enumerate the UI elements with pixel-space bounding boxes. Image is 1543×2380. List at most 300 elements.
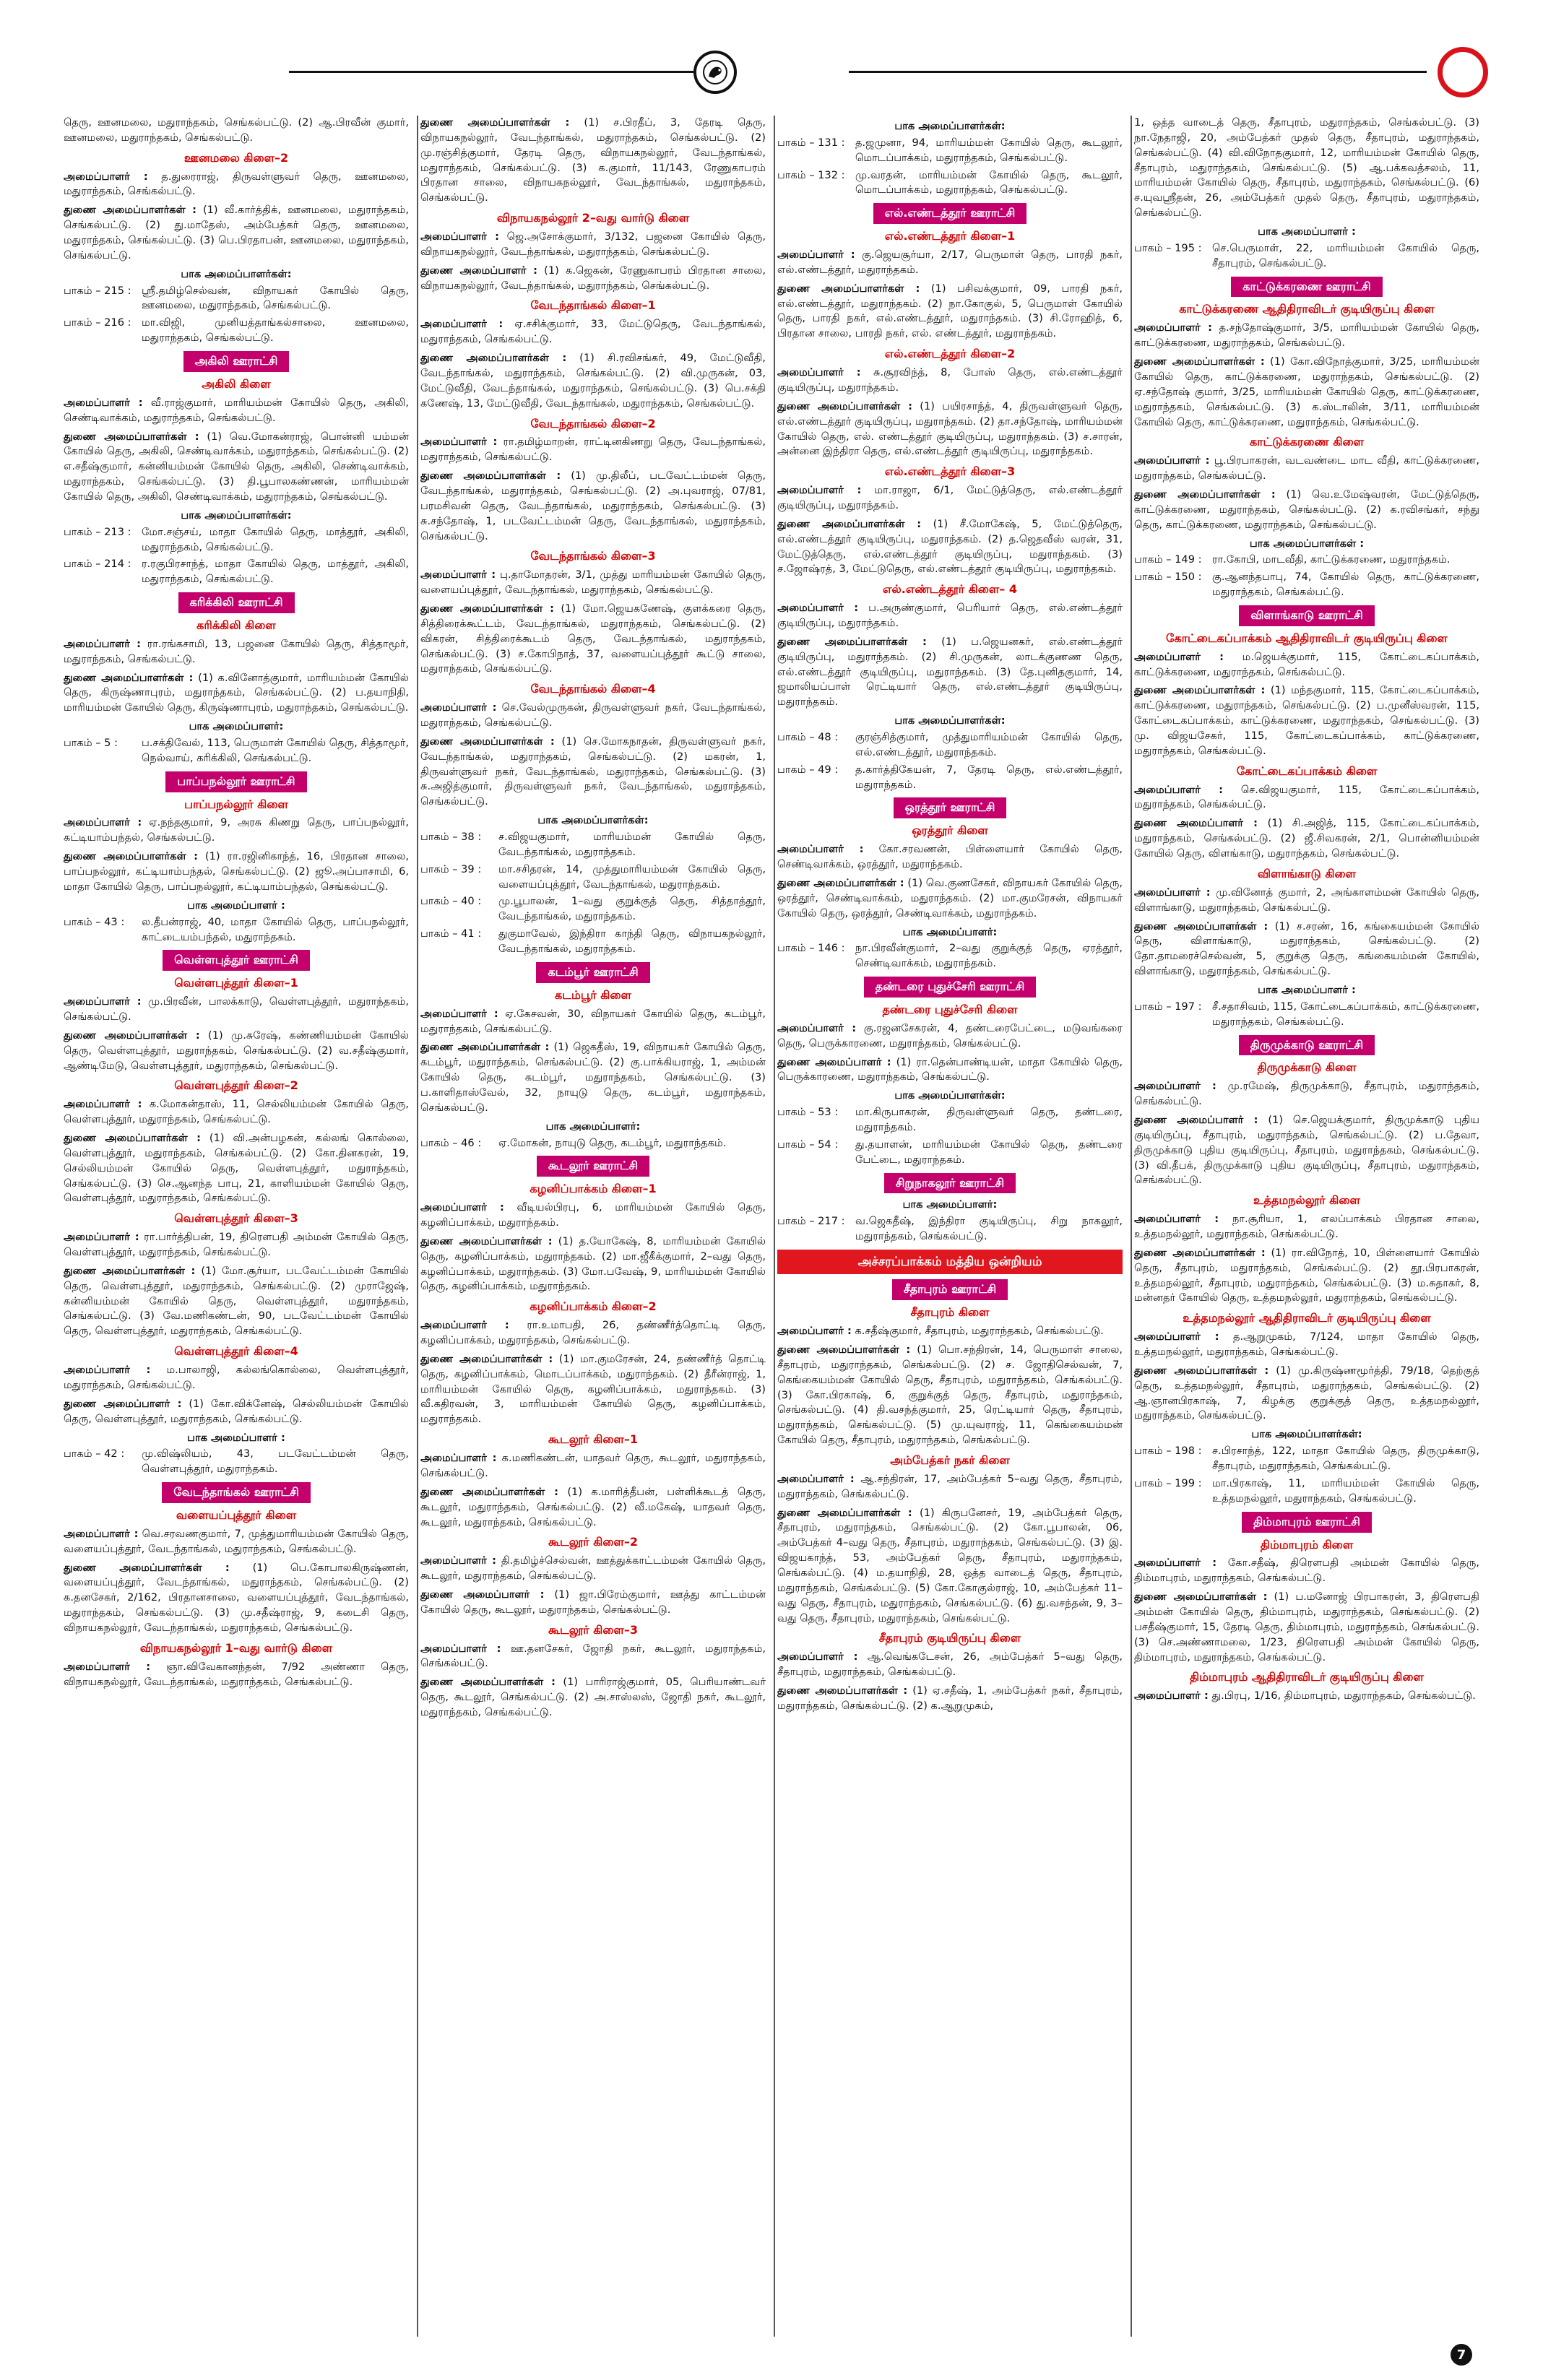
member-entry [1134,1330,1479,1360]
role-label: அமைப்பாளர் : [420,318,503,331]
member-entry [420,1675,766,1721]
entry-text: ஏ.நந்தகுமார், 9, அரசு கிணறு தெரு, பாப்பநல்லூர், கட்டியாம்பந்தல், செங்கல்பட்டு. [64,816,409,844]
entry-text: (1) வெ.குணசேகர், விநாயகர் கோயில் தெரு, ஒரத்தூர், செண்டிவாக்கம், மதுராந்தகம். (2) மா.குமரேசன், விநாயகர் கோயில் தெரு, ஒரத்தூர், செண்டிவாக்கம், மதுராந்தகம். [777,876,1123,919]
member-entry [64,203,409,263]
branch-heading: கரிக்கிலி கிளை [196,618,276,632]
role-label: துணை அமைப்பாளர்கள் : [1134,355,1265,368]
booth-text: செ.பெருமாள், 22, மாரியம்மன் கோயில் தெரு, சீதாபுரம், செங்கல்பட்டு. [1212,241,1479,269]
booth-row [420,830,766,860]
entry-text: கோ.சதீஷ், திரௌபதி அம்மன் கோயில் தெரு, திம்மாபுரம், மதுராந்தகம், செங்கல்பட்டு. [1134,1557,1479,1585]
role-label: அமைப்பாளர் : [777,484,862,497]
column-3 [777,116,1123,2337]
member-entry [1134,1364,1479,1424]
booth-row [777,1138,1123,1168]
panchayat-heading [1134,1035,1479,1056]
member-entry [64,1363,409,1393]
booth-text: குரஞ்சித்குமார், முத்துமாரியம்மன் கோயில் தெரு, எல்.எண்டத்தூர், மதுராந்தகம். [855,731,1123,758]
booth-label: பாகம் – 195 : [1134,241,1202,254]
branch-heading: வேடந்தாங்கல் கிளை–3 [530,549,656,563]
entry-text: ஆ.சந்திரன், 17, அம்பேத்கர் 5–வது தெரு, சீதாபுரம், மதுராந்தகம், செங்கல்பட்டு. [777,1472,1123,1500]
role-label: துணை அமைப்பாளர்கள் : [777,1684,908,1697]
entry-text: (1) ரா.ரஜினிகாந்த், 16, பிரதான சாலை, பாப்பநல்லூர், கட்டியாம்பந்தல், செங்கல்பட்டு. (2) ஜூ.அப்பாசாமி, 6, மாதா கோயில் தெரு, பாப்பநல்லூர், கட்டியாம்பந்தல், செங்கல்பட்டு. [64,850,409,893]
role-label: அமைப்பாளர் : [1134,1213,1219,1226]
member-entry [777,248,1123,278]
panchayat-heading-label: அகிலி ஊராட்சி [183,351,290,372]
entry-text: (1) மந்தகுமார், 115, கோட்டைகப்பாக்கம், காட்டுக்கரணை, மதுராந்தகம், செங்கல்பட்டு. (2) ப.முனீஸ்வரன், 115, கோட்டைகப்பாக்கம், காட்டுக்கரணை, மதுராந்தகம், செங்கல்பட்டு. (3) மு. விஜயசேகர், 115, கோட்டைகப்பாக்கம், காட்டுக்கரணை, மதுராந்தகம், செங்கல்பட்டு. [1134,684,1479,757]
sub-heading: பாக அமைப்பாளர்கள்: [894,714,1006,727]
member-entry [420,264,766,294]
role-label: அமைப்பாளர் : [64,1231,139,1244]
member-entry [420,1485,766,1531]
booth-label: பாகம் – 198 : [1134,1445,1202,1458]
entry-text: த.துரைராஜ், திருவள்ளுவர் தெரு, ஊனமலை, மதுராந்தகம், செங்கல்பட்டு. [64,170,409,198]
member-entry [777,365,1123,396]
member-entry [1134,886,1479,916]
entry-text: பூ.பிரபாகரன், வடவண்டை மாட வீதி, காட்டுக்கரணை, மதுராந்தகம், செங்கல்பட்டு. [1134,454,1479,483]
member-entry [777,1343,1123,1448]
panchayat-heading-label: சீதாபுரம் ஊராட்சி [892,1279,1008,1300]
role-label: அமைப்பாளர் : [64,1364,151,1377]
booth-row [64,1447,409,1477]
branch-heading: ஒரத்தூர் கிளை [912,823,988,838]
member-entry [777,1324,1123,1339]
panchayat-heading [777,797,1123,818]
panchayat-heading [420,962,766,983]
masthead-rule-left [289,71,693,73]
entry-text: (1) கோ.விக்னேஷ், செல்லியம்மன் கோயில் தெரு, வெள்ளபுத்தூர், மதுராந்தகம், செங்கல்பட்டு. [64,1397,409,1425]
member-entry [420,568,766,598]
member-entry [777,483,1123,514]
entry-text: (1) பயிரசாந்த், 4, திருவள்ளுவர் தெரு, எல்.எண்டத்தூர் குடியிருப்பு, மதுராந்தகம். (2) தா.சந்தோஷ், மாரியம்மன் கோயில் தெரு, எல். எண்டத்தூர் குடியிருப்பு, மதுராந்தகம். (3) ச.சாரன், அன்னை இந்திரா தெரு, எல்.எண்டத்தூர் குடியிருப்பு, மதுராந்தகம். [777,399,1123,458]
booth-label: பாகம் – 214 : [64,558,131,571]
entry-text: ஏ.சசிக்குமார், 33, மேட்டுதெரு, வேடந்தாங்கல், மதுராந்தகம், செங்கல்பட்டு. [420,318,766,346]
member-entry [420,469,766,544]
panchayat-heading [1134,1512,1479,1533]
role-label: அமைப்பாளர் : [64,816,142,829]
member-entry [777,1021,1123,1052]
booth-label: பாகம் – 5 : [64,737,118,750]
member-entry [420,1318,766,1349]
booth-label: பாகம் – 40 : [420,895,482,908]
role-label: அமைப்பாளர் : [1134,1557,1217,1570]
role-label: அமைப்பாளர் : [64,1660,151,1673]
member-entry [777,1055,1123,1086]
role-label: அமைப்பாளர் : [420,1642,501,1655]
booth-text: ர.ரகுபிரசாந்த், மாதா கோயில் தெரு, மாத்தூர், அகிலி, மதுராந்தகம், செங்கல்பட்டு. [142,558,409,586]
booth-row [1134,553,1479,568]
branch-heading: திம்மாபுரம் ஆதிதிராவிடர் குடியிருப்பு கிளை [1190,1670,1424,1684]
role-label: துணை அமைப்பாளர்கள் : [777,1506,912,1519]
entry-text: பு.தாமோதரன், 3/1, முத்து மாரியம்மன் கோயில் தெரு, வளையப்புத்தூர், வேடந்தாங்கல், மதுராந்தகம், செங்கல்பட்டு. [420,568,766,597]
role-label: துணை அமைப்பாளர்கள் : [420,1234,553,1247]
member-entry [777,842,1123,873]
booth-label: பாகம் – 215 : [64,284,131,297]
role-label: துணை அமைப்பாளர் : [777,1055,891,1068]
branch-heading: அம்பேத்கர் நகர் கிளை [890,1453,1010,1467]
role-label: அமைப்பாளர் : [64,170,148,183]
booth-text: நா.பிரவீன்குமார், 2–வது குறுக்குத் தெரு, ஏரத்தூர், செண்டிவாக்கம், மதுராந்தகம். [855,942,1123,970]
member-entry [420,116,766,206]
role-label: அமைப்பாளர் : [777,248,855,261]
entry-text: (1) த.யோகேஷ், 8, மாரியம்மன் கோயில் தெரு, கழனிப்பாக்கம், மதுராந்தகம். (2) மா.ஜீகீக்குமார், 2–வது தெரு, கழனிப்பாக்கம், மதுராந்தகம். (3) மோ.பவேஷ், 9, மாரியம்மன் கோயில் தெரு, கழனிப்பாக்கம், மதுராந்தகம். [420,1234,766,1293]
role-label: அமைப்பாளர் : [777,1472,855,1485]
booth-row [64,525,409,555]
member-entry [64,671,409,717]
member-entry [1134,488,1479,533]
branch-heading: வெள்ளபுத்தூர் கிளை–4 [174,1344,298,1359]
entry-text: (1) வெ.உமேஷ்வரன், மேட்டுத்தெரு, காட்டுக்கரணை, மதுராந்தகம், செங்கல்பட்டு. (2) க.ரவிசங்கர், சந்து தெரு, காட்டுக்கரணை, மதுராந்தகம், செங்கல்பட்டு. [1134,488,1479,531]
booth-text: சீ.சதாசிவம், 115, கோட்டைகப்பாக்கம், காட்டுக்கரணை, மதுராந்தகம், செங்கல்பட்டு. [1212,1000,1479,1028]
booth-label: பாகம் – 149 : [1134,553,1202,566]
branch-heading: காட்டுக்கரணை ஆதிதிராவிடர் குடியிருப்பு கிளை [1179,302,1435,316]
entry-text: ஞா.விவேகானந்தன், 7/92 அண்ணா தெரு, விநாயகநல்லூர், வேடந்தாங்கல், மதுராந்தகம், செங்கல்பட்டு. [64,1660,409,1688]
panchayat-heading-label: கரிக்கிலி ஊராட்சி [178,592,295,613]
entry-text: (1) மோ.சூர்யா, படவேட்டம்மன் கோயில் தெரு, வெள்ளபுத்தூர், மதுராந்தகம், செங்கல்பட்டு. (2) முராஜேஷ், கன்னியம்மன் கோயில் தெரு, வெள்ளபுத்தூர், மதுராந்தகம், செங்கல்பட்டு. (3) வே.மணிகண்டன், 90, படவேட்டம்மன் கோயில் தெரு, வெள்ளபுத்தூர், மதுராந்தகம், செங்கல்பட்டு. [64,1264,409,1338]
role-label: அமைப்பாளர் : [64,1527,139,1540]
booth-text: து.தயாளன், மாரியம்மன் கோயில் தெரு, தண்டரை பேட்டை, மதுராந்தகம். [855,1138,1123,1166]
entry-text: (1) பாரிராஜ்குமார், 05, பெரியாண்டவர் தெரு, கூடலூர், செங்கல்பட்டு. (2) அ.சாஸ்லஸ், ஜோதி நகர், கூடலூர், மதுராந்தகம், செங்கல்பட்டு. [420,1676,766,1718]
booth-row [420,1136,766,1151]
booth-row [1134,241,1479,272]
panchayat-heading [64,592,409,613]
member-entry [64,1527,409,1557]
member-entry [1134,919,1479,979]
booth-label: பாகம் – 217 : [777,1215,845,1228]
entry-text: க.மணிகண்டன், யாதவர் தெரு, கூடலூர், மதுராந்தகம், செங்கல்பட்டு. [420,1452,766,1479]
panchayat-heading [420,1156,766,1177]
booth-label: பாகம் – 43 : [64,915,125,928]
member-entry [420,435,766,465]
branch-heading: கோட்டைகப்பாக்கம் கிளை [1236,763,1378,778]
red-ring-icon [1438,47,1488,98]
entry-text: ஏ.கேசவன், 30, விநாயகர் கோயில் தெரு, கடம்பூர், மதுராந்தகம், செங்கல்பட்டு. [420,1007,766,1035]
role-label: துணை அமைப்பாளர்கள் : [1134,1591,1268,1604]
entry-text: (1) பெ.கோபாலகிருஷ்ணன், வளையப்புத்தூர், வேடந்தாங்கல், மதுராந்தகம், செங்கல்பட்டு. (2) க.தனசேகர், 2/162, பிரதானசாலை, வளையப்புத்தூர், வேடந்தாங்கல், மதுராந்தகம், செங்கல்பட்டு. (3) மு.சதீஷ்ராஜ், 9, கடைசி தெரு, விநாயகநல்லூர், வேடந்தாங்கல், மதுராந்தகம், செங்கல்பட்டு. [64,1561,409,1634]
column-1 [64,116,409,2337]
entry-text: க.சதீஷ்குமார், சீதாபுரம், மதுராந்தகம், செங்கல்பட்டு. [851,1325,1104,1338]
member-entry [64,1131,409,1206]
member-entry [777,1472,1123,1502]
column-2 [420,116,766,2337]
branch-heading: வேடந்தாங்கல் கிளை–1 [530,298,656,313]
role-label: துணை அமைப்பாளர்கள் : [420,116,570,129]
entry-text: த.சந்தோஷ்குமார், 3/5, மாரியம்மன் கோயில் தெரு, காட்டுக்கரணை, மதுராந்தகம், செங்கல்பட்டு. [1134,321,1479,350]
union-heading [777,1250,1123,1274]
role-label: துணை அமைப்பாளர்கள் : [777,517,922,530]
role-label: துணை அமைப்பாளர்கள் : [1134,1246,1266,1259]
role-label: துணை அமைப்பாளர்கள் : [420,469,561,483]
entry-text: (1) ச.பிரதீப், 3, தேரடி தெரு, விநாயகநல்லூர், வேடந்தாங்கல், மதுராந்தகம், செங்கல்பட்டு. (2) மு.ரஞ்சித்குமார், தேரடி தெரு, விநாயகநல்லூர், வேடந்தாங்கல், மதுராந்தகம், செங்கல்பட்டு. (3) க.குமார், 11/143, ரேணுகாபரம் பிரதான சாலை, விநாயகநல்லூர், வேடந்தாங்கல், மதுராந்தகம், செங்கல்பட்டு. [420,116,766,204]
article-columns [64,116,1479,2337]
member-entry [1134,1689,1479,1704]
role-label: அமைப்பாளர் : [1134,783,1224,796]
branch-heading: கூடலூர் கிளை–3 [548,1622,639,1637]
entry-text: (1) ஜெகதீஸ், 19, விநாயகர் கோயில் தெரு, கடம்பூர், மதுராந்தகம், செங்கல்பட்டு. (2) கு.பாக்கியராஜ், 1, அம்மன் கோயில் தெரு, கடம்பூர், மதுராந்தகம், செங்கல்பட்டு. (3) ப.காளிதாஸ்வேல், 32, நாயுடு தெரு, கடம்பூர், மதுராந்தகம், செங்கல்பட்டு. [420,1041,766,1114]
member-entry [64,396,409,426]
panchayat-heading-label: எல்.எண்டத்தூர் ஊராட்சி [873,203,1027,224]
entry-text: (1) ச.சரண், 16, கங்கையம்மன் கோயில் தெரு, விளாங்காடு, மதுராந்தகம், செங்கல்பட்டு. (2) தோ.தாமரைச்செல்வன், 5, குறுக்கு தெரு, கங்கையம்மன் கோயில், விளாங்காடு, மதுராந்தகம், செங்கல்பட்டு. [1134,919,1479,978]
booth-label: பாகம் – 42 : [64,1448,125,1461]
booth-row [777,763,1123,793]
branch-heading: வேடந்தாங்கல் கிளை–4 [530,682,656,696]
sub-heading: பாக அமைப்பாளர் : [1258,225,1356,238]
role-label: அமைப்பாளர் : [420,1201,504,1214]
sub-heading: பாக அமைப்பாளர்கள்: [537,814,649,827]
sub-heading: பாக அமைப்பாளர்கள் : [1249,537,1365,550]
member-entry [777,517,1123,577]
member-entry [1134,321,1479,351]
role-label: அமைப்பாளர் : [420,1007,498,1020]
role-label: துணை அமைப்பாளர்கள் : [420,602,554,615]
booth-text: ஏ.மோகன், நாயுடு தெரு, கடம்பூர், மதுராந்தகம். [498,1136,727,1149]
entry-text: (1) மு.கிருஷ்ணமூர்த்தி, 79/18, தெற்குத் தெரு, உத்தமநல்லூர், சீதாபுரம், மதுராந்தகம், செங்கல்பட்டு. (2) ஆ.ஞானபிரகாஷ், 7, கிழக்கு குறுக்குத் தெரு, உத்தமநல்லூர், மதுராந்தகம், செங்கல்பட்டு. [1134,1364,1479,1422]
role-label: அமைப்பாளர் : [64,637,141,650]
branch-heading: சீதாபுரம் குடியிருப்பு கிளை [878,1631,1021,1645]
branch-heading: வேடந்தாங்கல் கிளை–2 [530,416,656,430]
entry-text: க.மோகன்தாஸ், 11, செல்லியம்மன் கோயில் தெரு, வெள்ளபுத்தூர், மதுராந்தகம், செங்கல்பட்டு. [64,1098,409,1126]
member-entry [420,735,766,810]
booth-text: மோ.சஞ்சய், மாதா கோயில் தெரு, மாத்தூர், அகிலி, மதுராந்தகம், செங்கல்பட்டு. [142,525,409,553]
booth-text: த.ஜமுனா, 94, மாரியம்மன் கோயில் தெரு, கூடலூர், மொடப்பாக்கம், மதுராந்தகம், செங்கல்பட்டு. [855,136,1123,164]
role-label: அமைப்பாளர் : [420,230,499,243]
role-label: அமைப்பாளர் : [64,1098,142,1111]
role-label: துணை அமைப்பாளர்கள் : [1134,919,1268,932]
role-label: அமைப்பாளர் : [1134,454,1210,467]
member-entry [1134,1113,1479,1188]
branch-heading: கழனிப்பாக்கம் கிளை–2 [530,1299,657,1314]
entry-text: (1) செ.ஜெயக்குமார், திருமுக்காடு புதிய குடியிருப்பு, சீதாபுரம், மதுராந்தகம், செங்கல்பட்டு. (2) ப.தேவா, திருமுக்காடு புதிய குடியிருப்பு, சீதாபுரம், மதுராந்தகம், செங்கல்பட்டு. (3) வி.தீபக், திருமுக்காடு புதிய குடியிருப்பு, சீதாபுரம், மதுராந்தகம், செங்கல்பட்டு. [1134,1113,1479,1187]
member-entry [1134,1246,1479,1306]
member-entry [420,1642,766,1672]
member-entry [420,1554,766,1584]
page-masthead [0,0,1543,108]
panchayat-heading [1134,605,1479,626]
booth-label: பாகம் – 38 : [420,831,482,844]
booth-text: மா.சசிதரன், 14, முத்துமாரியம்மன் கோயில் தெரு, வளையப்புத்தூர், வேடந்தாங்கல், மதுராந்தகம். [498,862,766,891]
role-label: துணை அமைப்பாளர்கள் : [1134,1364,1269,1377]
branch-heading: திம்மாபுரம் கிளை [1260,1537,1354,1552]
role-label: துணை அமைப்பாளர்கள் : [777,876,904,889]
entry-text: வெ.சரவணகுமார், 7, முத்துமாரியம்மன் கோயில் தெரு, வளையப்புத்தூர், வேடந்தாங்கல், மதுராந்தகம், செங்கல்பட்டு. [64,1527,409,1555]
member-entry [64,430,409,505]
sub-heading: பாக அமைப்பாளர்கள்: [1251,1428,1362,1441]
column-4 [1134,116,1479,2337]
branch-heading: விநாயகநல்லூர் 2–வது வார்டு கிளை [496,211,690,225]
role-label: அமைப்பாளர் : [1134,1689,1209,1702]
role-label: அமைப்பாளர் : [777,1325,852,1338]
entry-text: (1) ரா.விநோத், 10, பிள்ளையார் கோயில் தெரு, சீதாபுரம், மதுராந்தகம், செங்கல்பட்டு. (2) தூ.பிரபாகரன், உத்தமநல்லூர், சீதாபுரம், மதுராந்தகம், செங்கல்பட்டு. (3) ம.சுதாகர், 8, மன்னதர் கோயில் தெரு, உத்தமநல்லூர், மதுராந்தகம், செங்கல்பட்டு. [1134,1246,1479,1304]
role-label: அமைப்பாளர் : [777,1650,858,1663]
booth-text: மு.விஷ்லியம், 43, படவேட்டம்மன் தெரு, வெள்ளபுத்தூர், மதுராந்தகம். [142,1448,409,1476]
role-label: துணை அமைப்பாளர்கள் : [420,1485,558,1498]
entry-text: (1) ரா.தென்பாண்டியன், மாதா கோயில் தெரு, பெருக்காரணை, மதுராந்தகம், செங்கல்பட்டு. [777,1055,1123,1083]
booth-label: பாகம் – 54 : [777,1138,839,1151]
sub-heading: பாக அமைப்பாளர்கள்: [181,267,292,280]
member-entry [64,1561,409,1636]
role-label: அமைப்பாளர் : [1134,321,1212,334]
entry-text: வீ.ராஜ்குமார், மாரியம்மன் கோயில் தெரு, அகிலி, செண்டிவாக்கம், மதுராந்தகம், செங்கல்பட்டு. [64,396,409,424]
member-entry [64,1660,409,1690]
entry-text: (1) சீ.மோகேஷ், 5, மேட்டுத்தெரு, எல்.எண்டத்தூர் குடியிருப்பு, மதுராந்தகம். (2) த.ஜெதவீஸ் வரன், 31, மேட்டுத்தெரு, எல்.எண்டத்தூர் குடியிருப்பு, மதுராந்தகம். (3) ச.ஜோஷ்ரத், 3, மேட்டுதெரு, எல்.எண்டத்தூர் குடியிருப்பு, மதுராந்தகம். [777,517,1123,576]
branch-heading: கழனிப்பாக்கம் கிளை–1 [530,1182,657,1196]
member-entry [1134,355,1479,430]
branch-heading: உத்தமநல்லூர் கிளை [1253,1193,1360,1208]
booth-row [777,941,1123,972]
booth-label: பாகம் – 199 : [1134,1476,1202,1489]
panchayat-heading-label: திருமுக்காடு ஊராட்சி [1239,1035,1375,1056]
branch-heading: ஊனமலை கிளை–2 [183,150,289,165]
booth-row [64,284,409,314]
role-label: துணை அமைப்பாளர் : [1134,1113,1258,1126]
role-label: துணை அமைப்பாளர்கள் : [64,430,199,443]
entry-text: தி.தமிழ்ச்செல்வன், ஊத்துக்காட்டம்மன் கோயில் தெரு, கூடலூர், மதுராந்தகம், செங்கல்பட்டு. [420,1554,766,1583]
entry-text: வீடியல்பிரபு, 6, மாரியம்மன் கோயில் தெரு, கழனிப்பாக்கம், மதுராந்தகம். [420,1201,766,1229]
role-label: துணை அமைப்பாளர்கள் : [64,1264,196,1277]
role-label: துணை அமைப்பாளர்கள் : [420,352,567,365]
role-label: அமைப்பாளர் : [777,1021,857,1034]
panchayat-heading [777,1173,1123,1194]
role-label: துணை அமைப்பாளர்கள் : [64,1029,200,1042]
member-entry [420,230,766,260]
member-entry [64,1397,409,1427]
booth-row [777,168,1123,199]
entry-text: மா.ராஜா, 6/1, மேட்டுத்தெரு, எல்.எண்டத்தூர் குடியிருப்பு, மதுராந்தகம். [777,484,1123,511]
branch-heading: வெள்ளபுத்தூர் கிளை–2 [174,1078,298,1093]
booth-text: மா.கிருபாகரன், திருவள்ளுவர் தெரு, தண்டரை, மதுராந்தகம். [855,1106,1123,1133]
booth-row [777,730,1123,761]
role-label: துணை அமைப்பாளர் : [420,1588,545,1601]
branch-heading: கோட்டைகப்பாக்கம் ஆதிதிராவிடர் குடியிருப்பு கிளை [1165,631,1448,645]
booth-label: பாகம் – 41 : [420,927,482,940]
entry-text: ஊ.தனசேகர், ஜோதி நகர், கூடலூர், மதுராந்தகம், செங்கல்பட்டு. [420,1642,766,1670]
member-entry [64,116,409,146]
branch-heading: கூடலூர் கிளை–1 [548,1432,639,1447]
sub-heading: பாக அமைப்பாளர்: [902,925,998,938]
role-label: துணை அமைப்பாளர்கள் : [777,1343,911,1356]
member-entry [420,1234,766,1294]
member-entry [420,1352,766,1427]
member-entry [64,815,409,846]
entry-text: (1) கோ.விநோத்குமார், 3/25, மாரியம்மன் கோயில் தெரு, காட்டுக்கரணை, மதுராந்தகம், செங்கல்பட்டு. (2) ஏ.சந்தோஷ் குமார், 3/25, மாரியம்மன் கோயில் தெரு, காட்டுக்கரணை, மதுராந்தகம், செங்கல்பட்டு. (3) க.ஸ்டாலின், 3/11, மாரியம்மன் கோயில் தெரு, காட்டுக்கரணை, மதுராந்தகம், செங்கல்பட்டு. [1134,355,1479,428]
panchayat-heading-label: காட்டுக்கரணை ஊராட்சி [1231,277,1382,298]
member-entry [777,1506,1123,1627]
entry-text: செ.விஜயகுமார், 115, கோட்டைகப்பாக்கம், மதுராந்தகம், செங்கல்பட்டு. [1134,783,1479,811]
sub-heading: பாக அமைப்பாளர்கள்: [181,509,292,522]
panchayat-heading-label: விளாங்காடு ஊராட்சி [1239,605,1375,626]
sub-heading: பாக அமைப்பாளர்: [545,1120,641,1133]
entry-text: (1) ப.மனோஜ் பிரபாகரன், 3, திரௌபதி அம்மன் கோயில் தெரு, திம்மாபுரம், மதுராந்தகம், செங்கல்பட்டு. (2) பசதீஷ்குமார், 15, தேரடி தெரு, திம்மாபுரம், மதுராந்தகம், செங்கல்பட்டு. (3) செ.அண்ணாமலை, 1/23, திரௌபதி அம்மன் கோயில் தெரு, திம்மாபுரம், மதுராந்தகம், செங்கல்பட்டு. [1134,1591,1479,1663]
entry-text: (1) மு.திலீப், படவேட்டம்மன் தெரு, வேடந்தாங்கல், மதுராந்தகம், செங்கல்பட்டு. (2) அ.புவராஜ், 07/81, பரமசிவன் தெரு, வேடந்தாங்கல், மதுராந்தகம், செங்கல்பட்டு. (3) சு.சந்தோஷ், 1, படவேட்டம்மன் தெரு, வேடந்தாங்கல், மதுராந்தகம், செங்கல்பட்டு. [420,469,766,542]
entry-text: கு.ஜெயசூர்யா, 2/17, பெருமாள் தெரு, பாரதி நகர், எல்.எண்டத்தூர், மதுராந்தகம். [777,248,1123,276]
booth-label: பாகம் – 48 : [777,731,839,744]
entry-text: (1) க.ஜெகன், ரேணுகாபரம் பிரதான சாலை, விநாயகநல்லூர், வேடந்தாங்கல், மதுராந்தகம், செங்கல்பட்டு. [420,264,766,292]
page-number: 7 [1451,2344,1472,2366]
role-label: அமைப்பாளர் : [777,602,859,615]
member-entry [64,995,409,1025]
booth-text: வ.ஜெகதீஷ், இந்திரா குடியிருப்பு, சிறு நாகலூர், மதுராந்தகம், செங்கல்பட்டு. [855,1215,1123,1243]
branch-heading: கடம்பூர் கிளை [555,987,631,1002]
member-entry [64,849,409,895]
role-label: துணை அமைப்பாளர்கள் : [1134,488,1276,501]
branch-heading: வளையப்புத்தூர் கிளை [176,1507,297,1522]
entry-text: ப.அருண்குமார், பெரியார் தெரு, எல்.எண்டத்தூர் குடியிருப்பு, மதுராந்தகம். [777,602,1123,629]
sub-heading: பாக அமைப்பாளர்கள்: [894,120,1006,132]
role-label: துணை அமைப்பாளர் : [64,1397,182,1410]
booth-row [420,894,766,925]
panchayat-heading-label: திம்மாபுரம் ஊராட்சி [1242,1512,1372,1533]
role-label: அமைப்பாளர் : [420,436,498,449]
entry-text: (1) செ.மோகநாதன், திருவள்ளுவர் நகர், வேடந்தாங்கல், மதுராந்தகம், செங்கல்பட்டு. (2) மகரன், 1, திருவள்ளுவர் நகர், வேடந்தாங்கல், மதுராந்தகம், செங்கல்பட்டு. (3) சு.அஜித்குமார், திருவள்ளுவர் நகர், வேடந்தாங்கல், மதுராந்தகம், செங்கல்பட்டு. [420,735,766,808]
member-entry [420,1588,766,1618]
booth-text: கு.ஆனந்தபாபு, 74, கோயில் தெரு, காட்டுக்கரணை, மதுராந்தகம், செங்கல்பட்டு. [1212,571,1479,599]
role-label: அமைப்பாளர் : [1134,886,1211,899]
role-label: துணை அமைப்பாளர்கள் : [64,850,199,863]
booth-text: ச.விஜயகுமார், மாரியம்மன் கோயில் தெரு, வேடந்தாங்கல், மதுராந்தகம். [498,831,766,858]
role-label: அமைப்பாளர் : [420,1452,497,1465]
entry-text: ரா.ரங்கசாமி, 13, பஜனை கோயில் தெரு, சித்தாமூர், மதுராந்தகம், செங்கல்பட்டு. [64,637,409,665]
sub-heading: பாக அமைப்பாளர்கள்: [894,1089,1006,1102]
branch-heading: விநாயகநல்லூர் 1–வது வார்டு கிளை [139,1640,333,1655]
member-entry [777,635,1123,710]
entry-text: 1, ஒத்த வாடைத் தெரு, சீதாபுரம், மதுராந்தகம், செங்கல்பட்டு. (3) நா.நேதாஜி, 20, அம்பேத்கர் முதல் தெரு, சீதாபுரம், மதுராந்தகம், செங்கல்பட்டு. (4) வி.விநோதகுமார், 12, மாரியம்மன் கோயில் தெரு, சீதாபுரம், மதுராந்தகம், செங்கல்பட்டு. (5) ஆ.பக்கவத்சலம், 11, மாரியம்மன் கோயில் தெரு, சீதாபுரம், மதுராந்தகம், செங்கல்பட்டு. (6) ச.யுவஸ்ரீதன், 26, அம்பேத்கர் முதல் தெரு, சீதாபுரம், மதுராந்தகம், செங்கல்பட்டு. [1134,116,1479,220]
member-entry [420,1040,766,1115]
member-entry [777,601,1123,631]
entry-text: கு.ரஜனசேகரன், 4, தண்டரைபேட்டை, மடுவங்கரை தெரு, பெருக்காரணை, மதுராந்தகம், செங்கல்பட்டு. [777,1021,1123,1050]
member-entry [1134,1590,1479,1665]
member-entry [777,1650,1123,1680]
entry-text: (1) சி.ரவிசங்கர், 49, மேட்டுவீதி, வேடந்தாங்கல், மதுராந்தகம், செங்கல்பட்டு. (2) வி.முருகன், 03, மேட்டுவீதி, வேடந்தாங்கல், மதுராந்தகம், செங்கல்பட்டு. (3) பெ.சக்தி கணேஷ், 13, மேட்டுவீதி, வேடந்தாங்கல், மதுராந்தகம், செங்கல்பட்டு. [420,352,766,410]
branch-heading: எல்.எண்டத்தூர் கிளை–3 [884,464,1016,479]
entry-text: (1) மு.சுரேஷ், கண்ணியம்மன் கோயில் தெரு, வெள்ளபுத்தூர், மதுராந்தகம், செங்கல்பட்டு. (2) வ.சதீஷ்குமார், ஆண்டிமேடு, வெள்ளபுத்தூர், மதுராந்தகம், செங்கல்பட்டு. [64,1029,409,1072]
booth-label: பாகம் – 146 : [777,942,845,955]
entry-text: (1) வி.அன்பழகன், கல்லங் கொல்லை, வெள்ளபுத்தூர், மதுராந்தகம், செங்கல்பட்டு. (2) கோ.தினகரன், 19, செல்லியம்மன் கோயில் தெரு, வெள்ளபுத்தூர், மதுராந்தகம், செங்கல்பட்டு. (3) செ.ஆனந்த பாபு, 21, காளியம்மன் கோயில் தெரு, வெள்ளபுத்தூர், மதுராந்தகம், செங்கல்பட்டு. [64,1132,409,1205]
branch-heading: காட்டுக்கரணை கிளை [1249,435,1365,449]
member-entry [1134,1212,1479,1242]
member-entry [64,170,409,200]
booth-label: பாகம் – 131 : [777,136,845,149]
masthead-rule-right [849,71,1427,73]
member-entry [1134,650,1479,680]
member-entry [420,351,766,411]
sub-heading: பாக அமைப்பாளர் : [187,899,285,912]
booth-text: மா.பிரகாஷ், 11, மாரியம்மன் கோயில் தெரு, உத்தமநல்லூர், மதுராந்தகம், செங்கல்பட்டு. [1212,1476,1479,1505]
entry-text: (1) ப.ஜெயனகர், எல்.எண்டத்தூர் குடியிருப்பு, மதுராந்தகம். (2) சி.முருகன், லாடக்குணண தெரு, எல்.எண்டத்தூர் குடியிருப்பு, மதுராந்தகம். (3) தே.புனிதகுமார், 14, ஜமாலியப்பாள் ரெட்டியார் தெரு, எல்.எண்டத்தூர் குடியிருப்பு, மதுராந்தகம். [777,635,1123,709]
booth-row [1134,1476,1479,1507]
booth-text: ரா.கோபி, மாடவீதி, காட்டுக்கரணை, மதுராந்தகம். [1212,553,1451,566]
booth-text: மு.வரதன், மாரியம்மன் கோயில் தெரு, கூடலூர், மொடப்பாக்கம், மதுராந்தகம், செங்கல்பட்டு. [855,168,1123,196]
booth-row [1134,570,1479,600]
entry-text: (1) கிருபனேசர், 19, அம்பேத்கர் தெரு, சீதாபுரம், மதுராந்தகம், செங்கல்பட்டு. (2) கோ.பூபாலன், 06, அம்பேத்கர் 4–வது தெரு, சீதாபுரம், மதுராந்தகம், செங்கல்பட்டு. (3) இ. விஜயகாந்த், 53, அம்பேத்கர் தெரு, சீதாபுரம், மதுராந்தகம், செங்கல்பட்டு. (4) ம.தயாநிதி, 28, ஒத்த வாடைத் தெரு, சீதாபுரம், மதுராந்தகம், செங்கல்பட்டு. (5) கோ.கோகுல்ராஜ், 10, அம்பேத்கர் 11–வது தெரு, சீதாபுரம், மதுராந்தகம், செங்கல்பட்டு. (6) து.வசந்தன், 9, 3–வது தெரு, சீதாபுரம், மதுராந்தகம், செங்கல்பட்டு. [777,1506,1123,1624]
entry-text: (1) வீ.கார்த்திக், ஊனமலை, மதுராந்தகம், செங்கல்பட்டு. (2) து.மாதேஸ், அம்பேத்கர் தெரு, ஊனமலை, மதுராந்தகம், செங்கல்பட்டு. (3) பெ.பிரதாபன், ஊனமலை, மதுராந்தகம், செங்கல்பட்டு. [64,204,409,261]
role-label: துணை அமைப்பாளர்கள் : [420,1041,550,1054]
role-label: அமைப்பாளர் : [64,995,142,1008]
entry-text: மு.பிரவீன், பாலக்காடு, வெள்ளபுத்தூர், மதுராந்தகம், செங்கல்பட்டு. [64,995,409,1023]
branch-heading: தண்டரை புதுச்சேரி கிளை [882,1002,1018,1016]
panchayat-heading-label: வேடந்தாங்கல் ஊராட்சி [162,1482,311,1503]
panchayat-heading-label: சிறுநாகலூர் ஊராட்சி [884,1173,1016,1194]
booth-text: ல.தீபன்ராஜ், 40, மாதா கோயில் தெரு, பாப்பநல்லூர், காட்டையம்பந்தல், மதுராந்தகம். [142,915,409,943]
entry-text: செ.வேல்முருகன், திருவள்ளுவர் நகர், வேடந்தாங்கல், மதுராந்தகம், செங்கல்பட்டு. [420,701,766,730]
role-label: அமைப்பாளர் : [777,843,864,856]
booth-label: பாகம் – 39 : [420,862,482,875]
booth-label: பாகம் – 197 : [1134,1000,1202,1013]
member-entry [64,637,409,667]
member-entry [1134,116,1479,221]
panchayat-heading-label: கூடலூர் ஊராட்சி [537,1156,649,1177]
role-label: துணை அமைப்பாளர்கள் : [64,204,197,217]
member-entry [777,399,1123,459]
role-label: துணை அமைப்பாளர்கள் : [1134,684,1266,697]
